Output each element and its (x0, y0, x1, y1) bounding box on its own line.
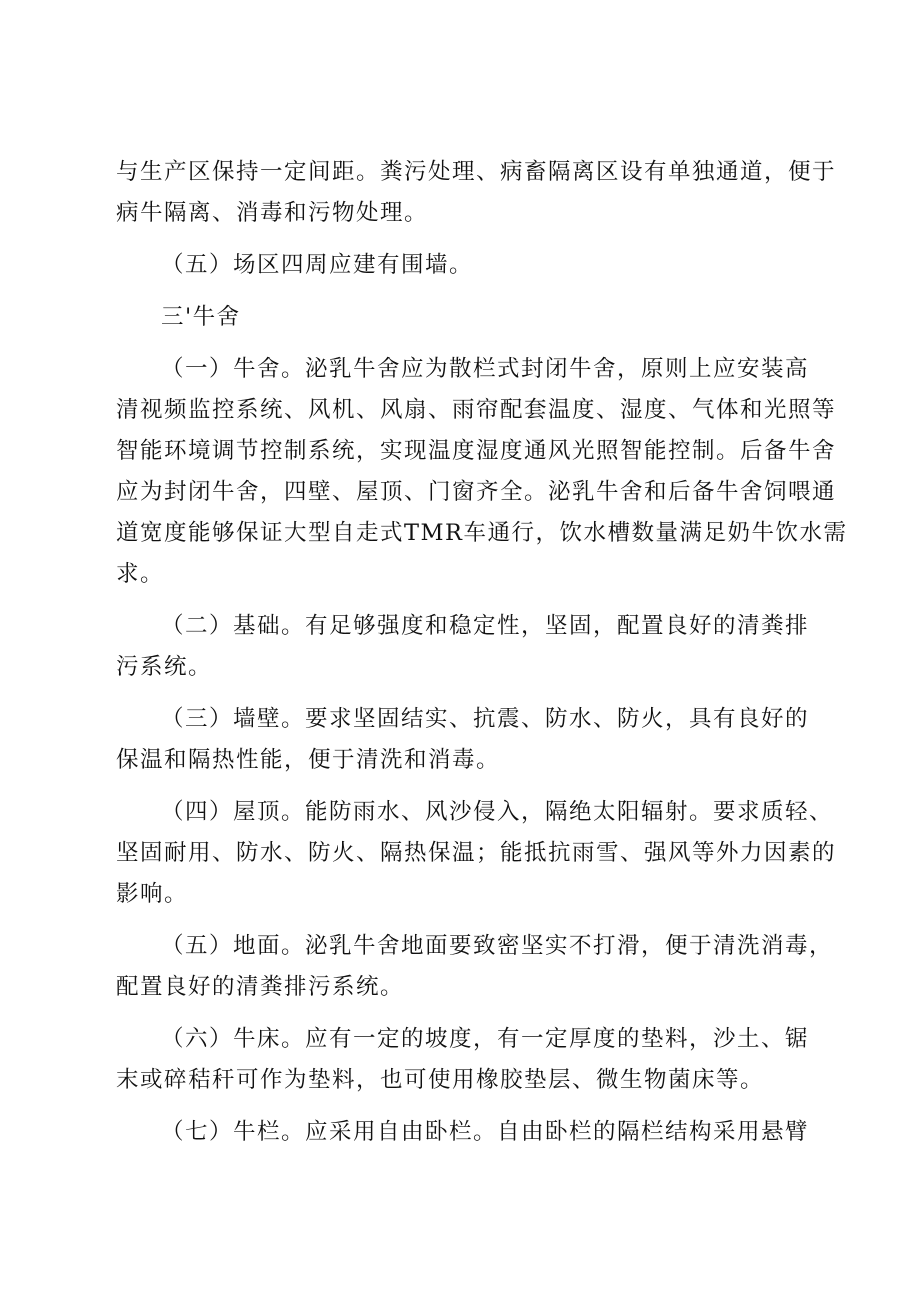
text-line: 末或碎秸秆可作为垫料，也可使用橡胶垫层、微生物菌床等。 (116, 1067, 765, 1093)
paragraph-foundation (116, 606, 816, 688)
paragraph-stall (116, 1112, 816, 1153)
text-line: 与生产区保持一定间距。粪污处理、病畜隔离区设有单独通道，便于 (116, 159, 837, 185)
paragraph-barn (116, 349, 848, 595)
paragraph-roof (116, 792, 837, 915)
text-line: 智能环境调节控制系统，实现温度湿度通风光照智能控制。后备牛舍 (116, 438, 837, 464)
text-line: 应为封闭牛舍，四壁、屋顶、门窗齐全。泌乳牛舍和后备牛舍饲喂通 (116, 479, 837, 505)
text-line: （四）屋顶。能防雨水、风沙侵入，隔绝太阳辐射。要求质轻、 (161, 799, 834, 825)
text-line: 保温和隔热性能，便于清洗和消毒。 (116, 747, 501, 773)
paragraph-walls (116, 699, 816, 781)
text-line: （五）地面。泌乳牛舍地面要致密坚实不打滑，便于清洗消毒， (161, 933, 834, 959)
paragraph-wall (116, 245, 816, 286)
text-line: 影响。 (116, 881, 189, 907)
text-line: （五）场区四周应建有围墙。 (161, 252, 474, 278)
section-heading (116, 297, 816, 338)
text-line: 病牛隔离、消毒和污物处理。 (116, 200, 429, 226)
text-line: 清视频监控系统、风机、风扇、雨帘配套温度、湿度、气体和光照等 (116, 397, 837, 423)
text-line: 道宽度能够保证大型自走式TMR车通行，饮水槽数量满足奶牛饮水需 (116, 520, 848, 546)
paragraph-bed (116, 1019, 816, 1101)
text-line: 污系统。 (116, 654, 213, 680)
text-line: 求。 (116, 561, 165, 587)
section-heading-text: 三'牛舍 (161, 304, 241, 330)
text-line: 坚固耐用、防水、防火、隔热保温；能抵抗雨雪、强风等外力因素的 (116, 840, 837, 866)
text-line: （三）墙壁。要求坚固结实、抗震、防水、防火，具有良好的 (161, 706, 810, 732)
text-line: 配置良好的清粪排污系统。 (116, 974, 405, 1000)
paragraph-floor (116, 926, 834, 1008)
text-line: （一）牛舍。泌乳牛舍应为散栏式封闭牛舍，原则上应安装高 (161, 356, 810, 382)
paragraph-continuation (116, 152, 837, 234)
text-line: （七）牛栏。应采用自由卧栏。自由卧栏的隔栏结构采用悬臂 (161, 1119, 810, 1145)
document-body (116, 152, 848, 1164)
text-line: （二）基础。有足够强度和稳定性，坚固，配置良好的清粪排 (161, 613, 810, 639)
text-line: （六）牛床。应有一定的坡度，有一定厚度的垫料，沙土、锯 (161, 1026, 810, 1052)
